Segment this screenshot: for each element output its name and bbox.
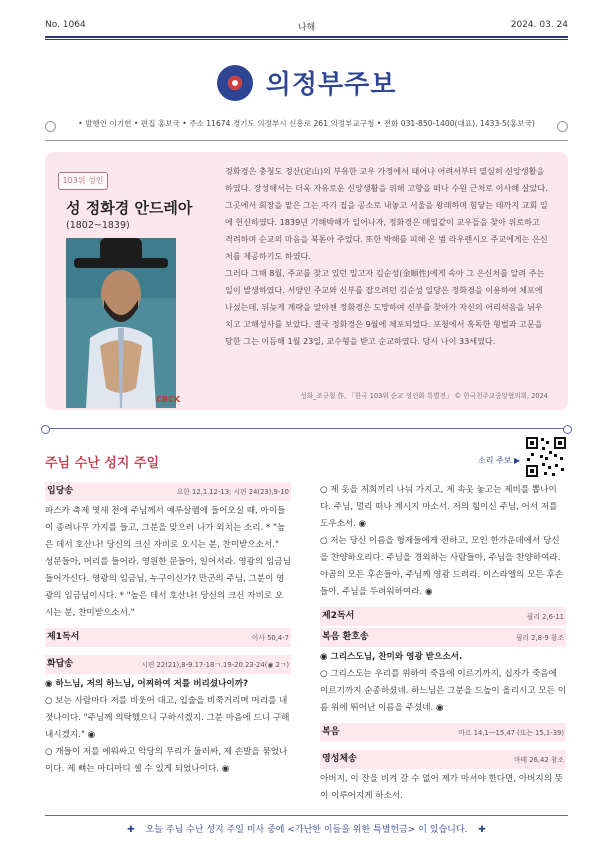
communion-antiphon-label: 영성체송	[322, 754, 357, 764]
saint-portrait-image	[66, 238, 181, 408]
ornament-right-icon	[557, 121, 568, 132]
top-rule-thin	[45, 39, 568, 40]
section-header	[320, 723, 566, 742]
psalm-response: ◉ 하느님, 저의 하느님, 어찌하여 저를 버리셨나이까?	[45, 679, 248, 689]
issue-date: 2024. 03. 24	[510, 20, 568, 30]
issue-bar	[45, 20, 568, 34]
saint-biography	[225, 163, 548, 350]
gospel-label: 복음	[322, 727, 340, 737]
gospel-acclamation-response: ◉ 그리스도님, 찬미와 영광 받으소서.	[320, 652, 463, 662]
cross-icon: ✚	[127, 825, 135, 835]
psalm-verse: ○ 저는 당신 이름을 형제들에게 전하고, 모인 한가운데에서 당신을 찬양하오리다. 주님을 경외하는 사람들아, 주님을 찬양하여라. 야곱의 모든 후손들아, 주님께 영광 드려라. 이스라엘의 모든 후손들아, 주님을 두려워하여라. ◉	[320, 536, 564, 597]
gospel-acclamation-verse: ○ 그리스도는 우리를 위하여 죽음에 이르기까지, 십자가 죽음에 이르기까지 순종하셨네. 하느님은 그분을 드높이 올리시고 모든 이름 위에 뛰어난 이름을 주셨네. ◉	[320, 669, 566, 713]
section-header	[45, 628, 291, 647]
mass-propers-left	[45, 482, 291, 778]
saint-bio-paragraph: 정화경은 충청도 정산(定山)의 부유한 교우 가정에서 태어나 어려서부터 열심히 신앙생활을 하였다. 장성해서는 더욱 자유로운 신앙생활을 위해 고향을 떠나 수원 근처로 이사해 살았다. 그곳에서 회장을 맡은 그는 자기 집을 공소로 내놓고 서울을 왕래하며 힘닿는 데까지 교회 일에 헌신하였다. 1839년 기해박해가 일어나자, 정화경은 매일같이 교우들을 찾아 위로하고 격려하며 순교의 마음을 북돋아 주었다. 또한 박해를 피해 온 범 라우렌시오 주교에게는 은신처를 제공하기도 하였다.	[225, 166, 548, 261]
entrance-antiphon-label: 입당송	[47, 486, 74, 496]
masthead-title: 의정부주보	[265, 70, 397, 100]
entrance-antiphon-ref: 요한 12,1.12-13; 시편 24(23),9-10	[176, 488, 289, 496]
section-dot-right-icon	[563, 425, 572, 434]
sunday-title: 주님 수난 성지 주일	[45, 456, 160, 471]
top-rule	[45, 36, 568, 38]
section-rule	[45, 428, 568, 429]
first-reading-ref: 이사 50,4-7	[251, 634, 289, 642]
artwork-credit: 성화_조규철 作, 「한국 103위 순교 성인화 특별전」 © 한국천주교중앙협의회, 2024	[300, 392, 548, 400]
entrance-antiphon-text-2: 성문들아, 머리를 들어라. 영원한 문들아, 일어서라. 영광의 임금님 들어가신다. 영광의 임금님, 누구이신가? 만군의 주님, 그분이 영광의 임금님이시다. * "높은 데서 호산나! 당신의 크신 자비로 오시는 분, 찬미받으소서."	[45, 557, 291, 618]
communion-antiphon-ref: 마태 26,42 참조	[513, 756, 564, 764]
portrait-watermark: CBCK	[156, 395, 181, 404]
qr-code-icon	[524, 435, 568, 479]
ornament-left-icon	[45, 121, 56, 132]
cross-icon: ✚	[478, 825, 486, 835]
section-header	[320, 628, 566, 647]
psalm-verse: ○ 보는 사람마다 저를 비웃어 대고, 입술을 비쭉거리며 머리를 내젓나이다. "주님께 의탁했으니 구하시겠지. 그분 마음에 드니 구해 내시겠지." ◉	[45, 696, 290, 740]
gospel-ref: 마르 14,1―15,47 (또는 15,1-39)	[458, 729, 564, 737]
psalm-label: 화답송	[47, 659, 74, 669]
saint-portrait	[66, 238, 181, 408]
psalm-ref: 시편 22(21),8-9.17-18ㄱ.19-20.23-24(◉ 2ㄱ)	[141, 661, 289, 669]
issue-number: No. 1064	[45, 20, 86, 30]
section-header	[320, 607, 566, 626]
notice-text: 오늘 주님 수난 성지 주일 미사 중에 <가난한 이들을 위한 특별헌금> 이 있습니다.	[145, 825, 468, 835]
gospel-acclamation-ref: 필리 2,8-9 참조	[515, 634, 564, 642]
special-collection-notice	[45, 822, 568, 835]
communion-antiphon-text: 아버지, 이 잔을 비켜 갈 수 없어 제가 마셔야 한다면, 아버지의 뜻이 이루어지게 하소서.	[320, 774, 564, 801]
section-header	[45, 655, 291, 674]
second-reading-ref: 필리 2,6-11	[526, 613, 564, 621]
liturgical-cycle: 나해	[297, 23, 316, 33]
audio-bulletin-link[interactable]: 소리 주보 ▶	[478, 456, 521, 465]
masthead	[0, 64, 613, 101]
section-header	[320, 750, 566, 769]
qr-code[interactable]	[524, 435, 568, 479]
diocese-seal-icon	[217, 65, 253, 101]
gospel-acclamation-label: 복음 환호송	[322, 632, 369, 642]
section-dot-left-icon	[41, 425, 50, 434]
saint-years: (1802~1839)	[66, 220, 130, 231]
bottom-rule	[45, 815, 568, 816]
saint-name: 성 정화경 안드레아	[66, 199, 193, 217]
first-reading-label: 제1독서	[47, 632, 80, 642]
second-reading-label: 제2독서	[322, 611, 355, 621]
info-rule	[45, 140, 568, 141]
psalm-verse: ○ 제 옷을 저희끼리 나눠 가지고, 제 속옷 놓고는 제비를 뽑나이다. 주님, 멀리 떠나 계시지 마소서. 저의 힘이신 주님, 어서 저를 도우소서. ◉	[320, 485, 558, 529]
mass-propers-right	[320, 482, 566, 805]
entrance-antiphon-text: 파스카 축제 엿새 전에 주님께서 예루살렘에 들어오실 때, 아이들이 종려나무 가지를 들고, 그분을 맞으러 나가 외치는 소리. * "높은 데서 호산나! 당신의 크신 자비로 오시는 분, 찬미받으소서."	[45, 506, 286, 550]
saint-bio-paragraph: 그러다 그해 8월, 주교를 찾고 있던 밀고자 김순성(金順性)에게 속아 그 은신처를 알려 주는 일이 발생하였다. 서양인 주교와 신부를 잡으려던 김순성 일당은 정화경을 이용하여 체포에 나섰는데, 뒤늦게 계략을 알아챈 정화경은 도망하여 신부를 찾아가 자신의 어리석음을 뉘우치고 고해성사를 보았다. 결국 정화경은 9월에 체포되었다. 포청에서 혹독한 형벌과 고문을 당한 그는 이듬해 1월 23일, 교수형을 받고 순교하였다. 당시 나이 33세였다.	[225, 268, 545, 346]
publisher-info: • 발행인 이기헌 • 편집 홍보국 • 주소 11674 경기도 의정부시 신흥로 261 의정부교구청 • 전화 031-850-1400(대표), 1433-5(홍보국)	[78, 119, 535, 128]
saint-badge: 103위 성인	[58, 172, 108, 190]
psalm-verse: ○ 개들이 저를 에워싸고 악당의 무리가 둘러싸, 제 손발을 묶었나이다. 제 뼈는 마디마디 셀 수 있게 되었나이다. ◉	[45, 747, 288, 774]
section-header	[45, 482, 291, 501]
